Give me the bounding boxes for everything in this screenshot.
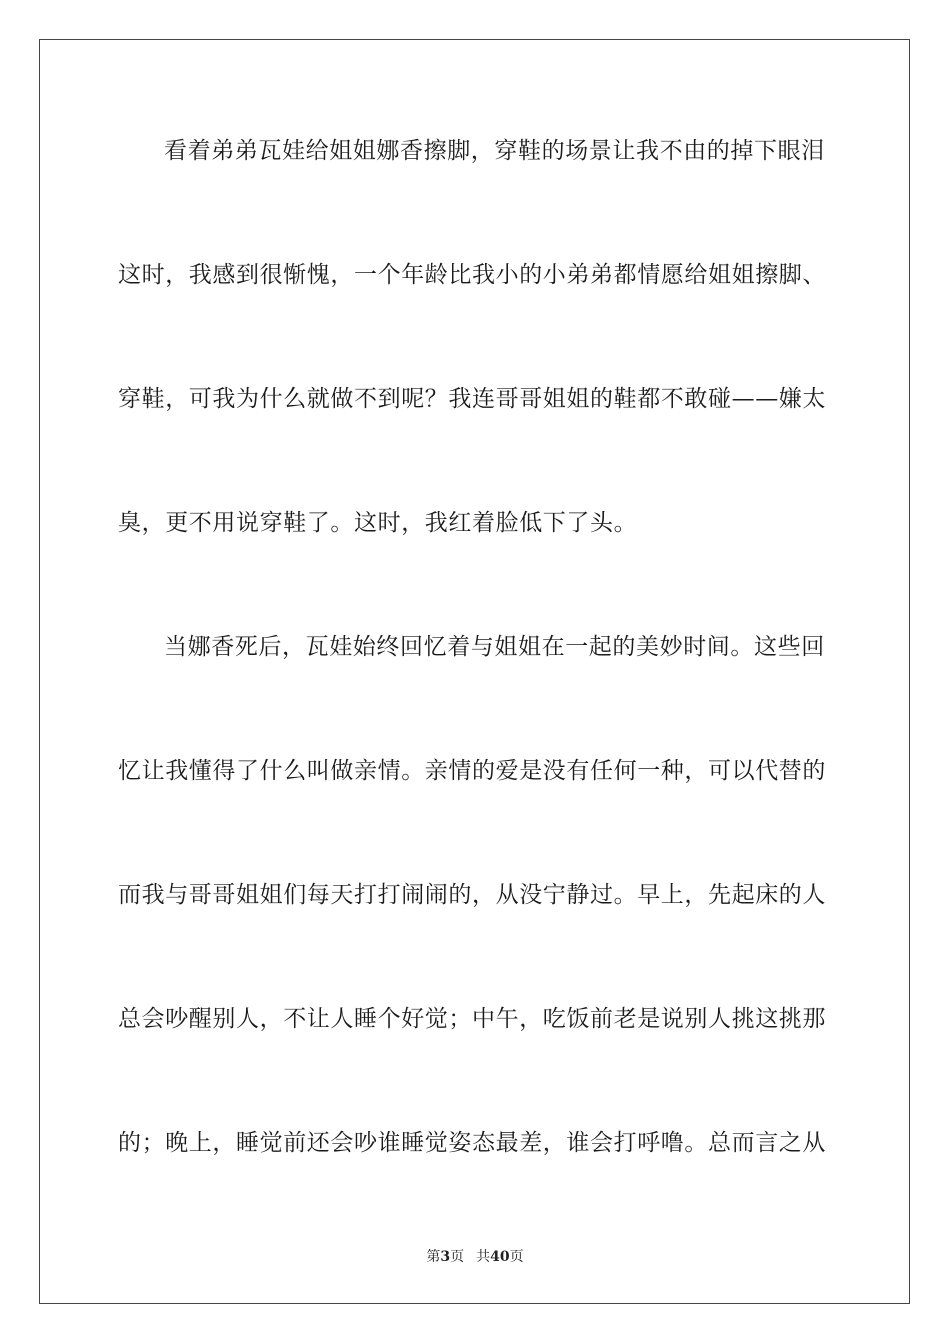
page-footer xyxy=(0,1247,950,1267)
paragraph-1-line-3: 穿鞋，可我为什么就做不到呢？我连哥哥姐姐的鞋都不敢碰——嫌太 xyxy=(118,386,826,412)
paragraph-2-line-4: 总会吵醒别人，不让人睡个好觉；中午，吃饭前老是说别人挑这挑那 xyxy=(118,1006,826,1032)
page-number: 3 xyxy=(440,1249,451,1265)
paragraph-1-line-2: 这时，我感到很惭愧，一个年龄比我小的小弟弟都情愿给姐姐擦脚、 xyxy=(118,262,826,288)
page-border xyxy=(39,39,910,1304)
paragraph-2-line-2: 忆让我懂得了什么叫做亲情。亲情的爱是没有任何一种，可以代替的 xyxy=(118,758,826,784)
paragraph-2-line-1: 当娜香死后，瓦娃始终回忆着与姐姐在一起的美妙时间。这些回 xyxy=(164,634,825,660)
paragraph-1-line-1: 看着弟弟瓦娃给姐姐娜香擦脚，穿鞋的场景让我不由的掉下眼泪 xyxy=(164,138,825,164)
paragraph-1-line-4: 臭，更不用说穿鞋了。这时，我红着脸低下了头。 xyxy=(118,510,638,536)
paragraph-2-line-3: 而我与哥哥姐姐们每天打打闹闹的，从没宁静过。早上，先起床的人 xyxy=(118,882,826,908)
page-suffix: 页 xyxy=(450,1249,465,1265)
total-pages: 40 xyxy=(490,1249,510,1265)
paragraph-2-line-5: 的；晚上，睡觉前还会吵谁睡觉姿态最差，谁会打呼噜。总而言之从 xyxy=(118,1130,826,1156)
page-prefix: 第 xyxy=(426,1249,441,1265)
total-suffix: 页 xyxy=(509,1249,524,1265)
total-prefix: 共 xyxy=(476,1249,491,1265)
